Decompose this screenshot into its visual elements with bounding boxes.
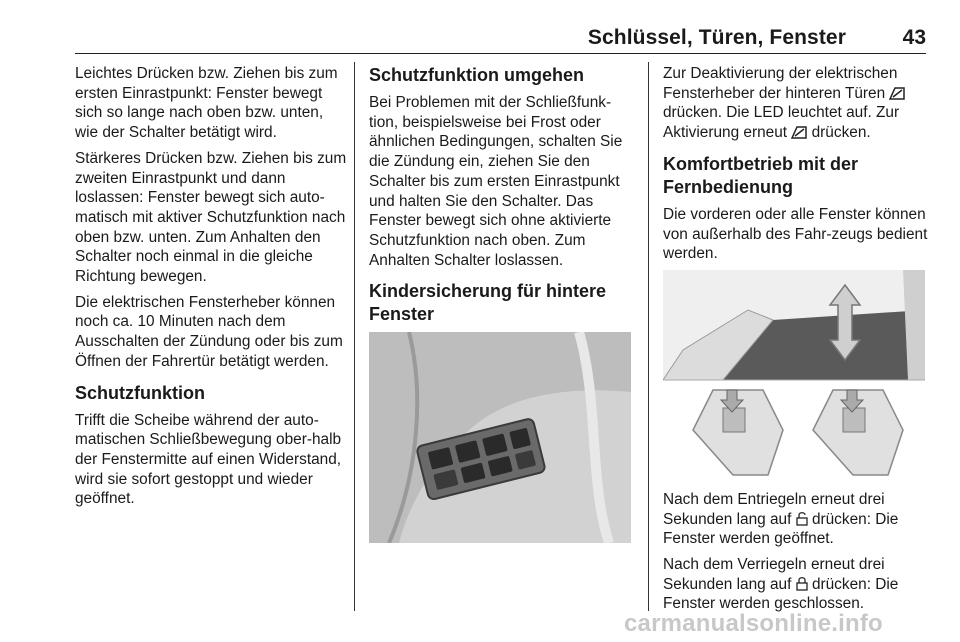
section-heading: Komfortbetrieb mit der Fernbedienung — [663, 153, 859, 197]
unlock-icon — [796, 511, 808, 526]
paragraph: Bei Problemen mit der Schließfunk-tion, beispielsweise bei Frost oder ähnlichen Bedingungen, schalten Sie die Zündung ein, ziehen Sie den Schalter bis zum ersten Einrastpunkt und halten Sie den Schalter. Das Fenster bewegt sich ohne aktivierte Schutzfunktion nach oben. Zum Anhalten Schalter loslassen. — [369, 94, 623, 269]
section-heading: Schutzfunktion — [75, 382, 205, 403]
paragraph: Stärkeres Drücken bzw. Ziehen bis zum zweiten Einrastpunkt und dann loslassen: Fenster bewegt sich auto-matisch mit aktiver Schutzfunktion nach oben bzw. unten. Zum Anhalten den Schalter noch einmal in die gleiche Richtung bewegen. — [75, 149, 347, 286]
page-number: 43 — [902, 26, 926, 49]
column-2 — [369, 64, 633, 553]
paragraph: Trifft die Scheibe während der auto-matischen Schließbewegung ober-halb der Fenstermitte auf einen Widerstand, wird sie sofort gestoppt und wieder geöffnet. — [75, 411, 342, 508]
column-1 — [75, 64, 347, 515]
column-divider — [648, 62, 649, 611]
section-heading: Kindersicherung für hintere Fenster — [369, 281, 607, 325]
section-heading: Schutzfunktion umgehen — [369, 65, 584, 85]
window-switch-panel-illustration — [369, 332, 631, 543]
child-lock-window-icon — [791, 125, 807, 139]
watermark: carmanualsonline.info — [624, 610, 883, 637]
column-3 — [663, 64, 928, 620]
lock-icon — [796, 576, 808, 591]
paragraph: Die vorderen oder alle Fenster können von außerhalb des Fahr-zeugs bedient werden. — [663, 205, 928, 263]
remote-window-operation-illustration — [663, 270, 925, 480]
child-lock-window-icon — [889, 86, 905, 100]
paragraph: Nach dem Verriegeln erneut drei Sekunden lang auf drücken: Die Fenster werden geschlossen. — [663, 556, 899, 613]
page-title: Schlüssel, Türen, Fenster — [587, 26, 846, 49]
paragraph: Zur Deaktivierung der elektrischen Fensterheber der hinteren Türen drücken. Die LED leuchtet auf. Zur Aktivierung erneut drücken. — [663, 64, 928, 143]
paragraph: Leichtes Drücken bzw. Ziehen bis zum ersten Einrastpunkt: Fenster bewegt sich so lange nach oben bzw. unten, wie der Schalter betätigt wird. — [75, 65, 338, 142]
page-header — [75, 26, 926, 54]
paragraph: Die elektrischen Fensterheber können noch ca. 10 Minuten nach dem Ausschalten der Zündung oder bis zum Öffnen der Fahrertür betätigt werden. — [75, 293, 343, 370]
paragraph: Nach dem Entriegeln erneut drei Sekunden lang auf drücken: Die Fenster werden geöffnet. — [663, 490, 899, 548]
column-divider — [354, 62, 355, 611]
